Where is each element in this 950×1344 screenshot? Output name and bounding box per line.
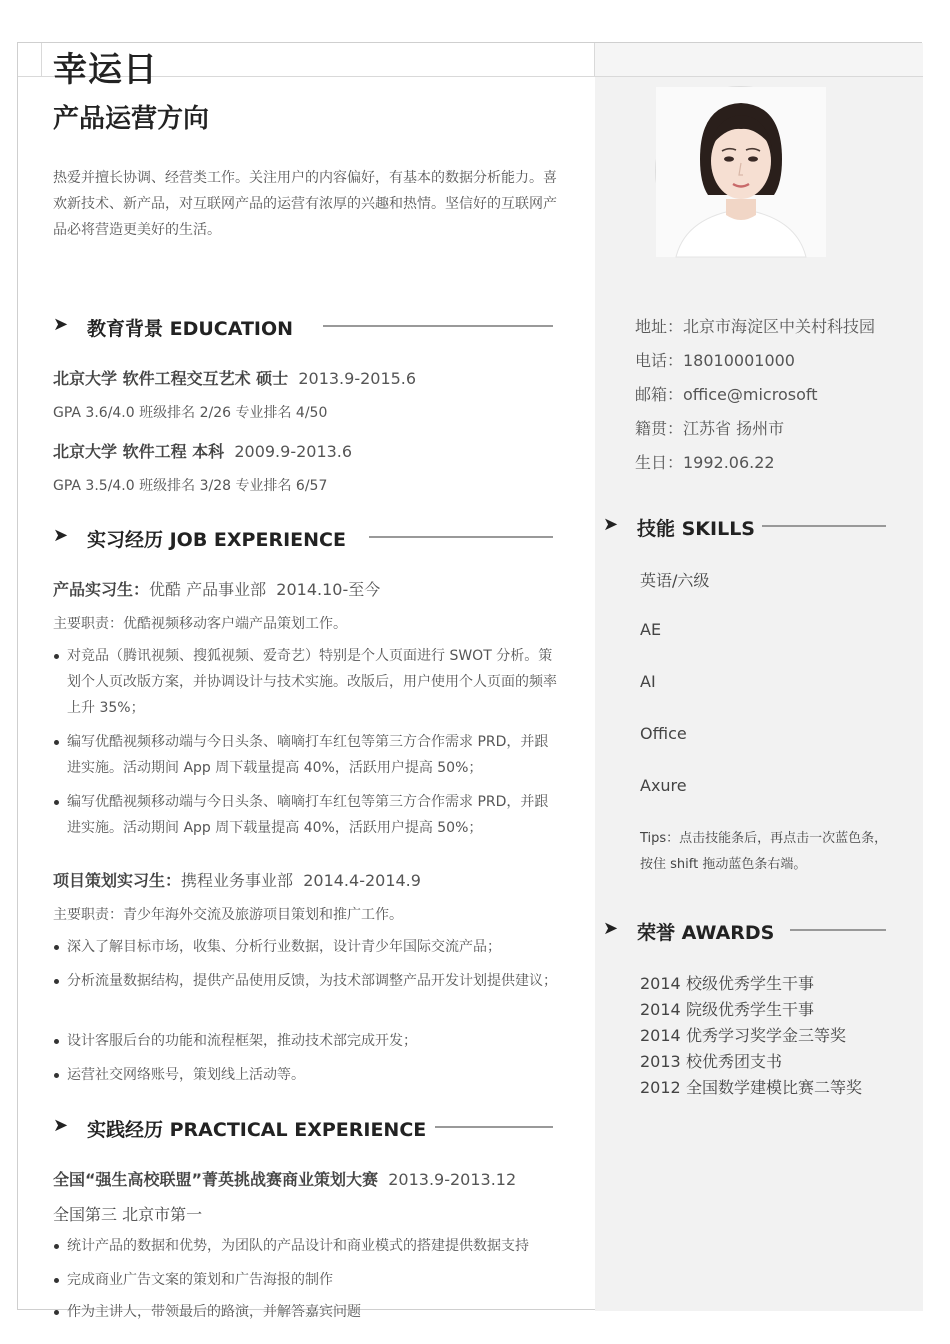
job-duty: 主要职责：优酷视频移动客户端产品策划工作。 [53, 616, 347, 632]
job-date: 2014.10-至今 [276, 580, 381, 599]
award-item [640, 971, 814, 994]
skill-item[interactable]: Axure [640, 776, 687, 795]
edu-meta: GPA 3.6/4.0 班级排名 2/26 专业排名 4/50 [53, 405, 328, 421]
practical-entry [53, 1167, 516, 1190]
section-title: 实习经历 JOB EXPERIENCE [87, 529, 346, 551]
job-duty: 主要职责：青少年海外交流及旅游项目策划和推广工作。 [53, 907, 403, 923]
contact-address: 地址：北京市海淀区中关村科技园 [635, 317, 876, 336]
section-title: 荣誉 AWARDS [637, 922, 775, 944]
skill-item[interactable]: 英语/六级 [640, 571, 710, 590]
section-job [53, 525, 553, 549]
job-bullet: 编写优酷视频移动端与今日头条、嘀嘀打车红包等第三方合作需求 PRD，并跟进实施。活动期间 App 周下载量提高 40%，活跃用户提高 50%； [53, 729, 558, 781]
award-year: 2014 [640, 1026, 681, 1045]
job-role: 项目策划实习生： [53, 871, 182, 890]
section-title: 实践经历 PRACTICAL EXPERIENCE [87, 1119, 427, 1141]
job-bullet: 运营社交网络账号，策划线上活动等。 [53, 1062, 558, 1088]
section-divider [323, 325, 553, 327]
contact-email: 邮箱：office@microsoft [635, 385, 818, 404]
section-skills [603, 514, 886, 538]
award-item [640, 1075, 862, 1098]
section-title: 技能 SKILLS [637, 518, 755, 540]
section-awards [603, 918, 886, 942]
arrow-icon: ➤ [603, 514, 619, 535]
job-target: 产品运营方向 [53, 104, 210, 134]
skill-item[interactable]: AE [640, 620, 662, 639]
section-divider [762, 525, 886, 527]
job-bullet: 深入了解目标市场，收集、分析行业数据，设计青少年国际交流产品； [53, 934, 558, 960]
section-divider [790, 929, 886, 931]
practical-date: 2013.9-2013.12 [388, 1170, 517, 1189]
award-year: 2013 [640, 1052, 681, 1071]
job-entry-1 [53, 577, 380, 600]
practical-bullet: 作为主讲人，带领最后的路演，并解答嘉宾问题 [53, 1299, 558, 1309]
award-name: 校级优秀学生干事 [686, 974, 815, 993]
skill-item[interactable]: Office [640, 724, 687, 743]
skill-item[interactable]: AI [640, 672, 656, 691]
section-education [53, 314, 553, 338]
edu-date: 2013.9-2015.6 [298, 369, 417, 388]
self-intro: 热爱并擅长协调、经营类工作。关注用户的内容偏好，有基本的数据分析能力。喜欢新技术、新产品，对互联网产品的运营有浓厚的兴趣和热情。坚信好的互联网产品必将营造更美好的生活。 [53, 170, 557, 238]
contact-hometown: 籍贯：江苏省 扬州市 [635, 419, 785, 438]
award-item [640, 997, 814, 1020]
practical-result: 全国第三 北京市第一 [53, 1205, 203, 1224]
arrow-icon: ➤ [53, 314, 69, 335]
job-bullet: 对竞品（腾讯视频、搜狐视频、爱奇艺）特别是个人页面进行 SWOT 分析。策划个人页改版方案，并协调设计与技术实施。改版后，用户使用个人页面的频率上升 35%； [53, 643, 558, 721]
section-divider [369, 536, 553, 538]
contact-phone: 电话：18010001000 [635, 351, 795, 370]
avatar [655, 86, 825, 256]
section-divider [435, 1126, 553, 1128]
edu-meta: GPA 3.5/4.0 班级排名 3/28 专业排名 6/57 [53, 478, 328, 494]
job-org: 携程业务事业部 [181, 871, 294, 890]
award-year: 2012 [640, 1078, 681, 1097]
award-name: 优秀学习奖学金三等奖 [686, 1026, 847, 1045]
award-year: 2014 [640, 1000, 681, 1019]
arrow-icon: ➤ [53, 1115, 69, 1136]
practical-event: 全国“强生高校联盟”菁英挑战赛商业策划大赛 [53, 1170, 379, 1189]
edu-entry-2 [53, 439, 352, 462]
person-name: 幸运日 [53, 50, 158, 90]
award-item [640, 1049, 782, 1072]
contact-birthday: 生日：1992.06.22 [635, 453, 775, 472]
section-practical [53, 1115, 553, 1139]
job-entry-2 [53, 868, 421, 891]
edu-school: 北京大学 软件工程交互艺术 硕士 [53, 369, 289, 388]
top-tick-split [594, 43, 595, 77]
edu-school: 北京大学 软件工程 本科 [53, 442, 225, 461]
practical-bullet: 完成商业广告文案的策划和广告海报的制作 [53, 1267, 558, 1293]
section-title: 教育背景 EDUCATION [87, 318, 294, 340]
portrait-image [656, 87, 826, 257]
award-item [640, 1023, 846, 1046]
job-date: 2014.4-2014.9 [303, 871, 421, 890]
skills-tips: Tips：点击技能条后，再点击一次蓝色条，按住 shift 拖动蓝色条右端。 [640, 831, 888, 872]
job-bullet: 编写优酷视频移动端与今日头条、嘀嘀打车红包等第三方合作需求 PRD，并跟进实施。活动期间 App 周下载量提高 40%，活跃用户提高 50%； [53, 789, 558, 841]
job-org: 优酷 产品事业部 [149, 580, 267, 599]
arrow-icon: ➤ [603, 918, 619, 939]
award-name: 全国数学建模比赛二等奖 [686, 1078, 863, 1097]
edu-date: 2009.9-2013.6 [234, 442, 353, 461]
job-role: 产品实习生： [53, 580, 150, 599]
award-name: 校优秀团支书 [686, 1052, 783, 1071]
edu-entry-1 [53, 366, 416, 389]
arrow-icon: ➤ [53, 525, 69, 546]
top-tick-left [41, 43, 42, 77]
practical-bullet: 统计产品的数据和优势，为团队的产品设计和商业模式的搭建提供数据支持 [53, 1233, 558, 1259]
award-year: 2014 [640, 974, 681, 993]
job-bullet: 分析流量数据结构，提供产品使用反馈，为技术部调整产品开发计划提供建议； [53, 968, 558, 994]
award-name: 院级优秀学生干事 [686, 1000, 815, 1019]
job-bullet: 设计客服后台的功能和流程框架，推动技术部完成开发； [53, 1028, 558, 1054]
